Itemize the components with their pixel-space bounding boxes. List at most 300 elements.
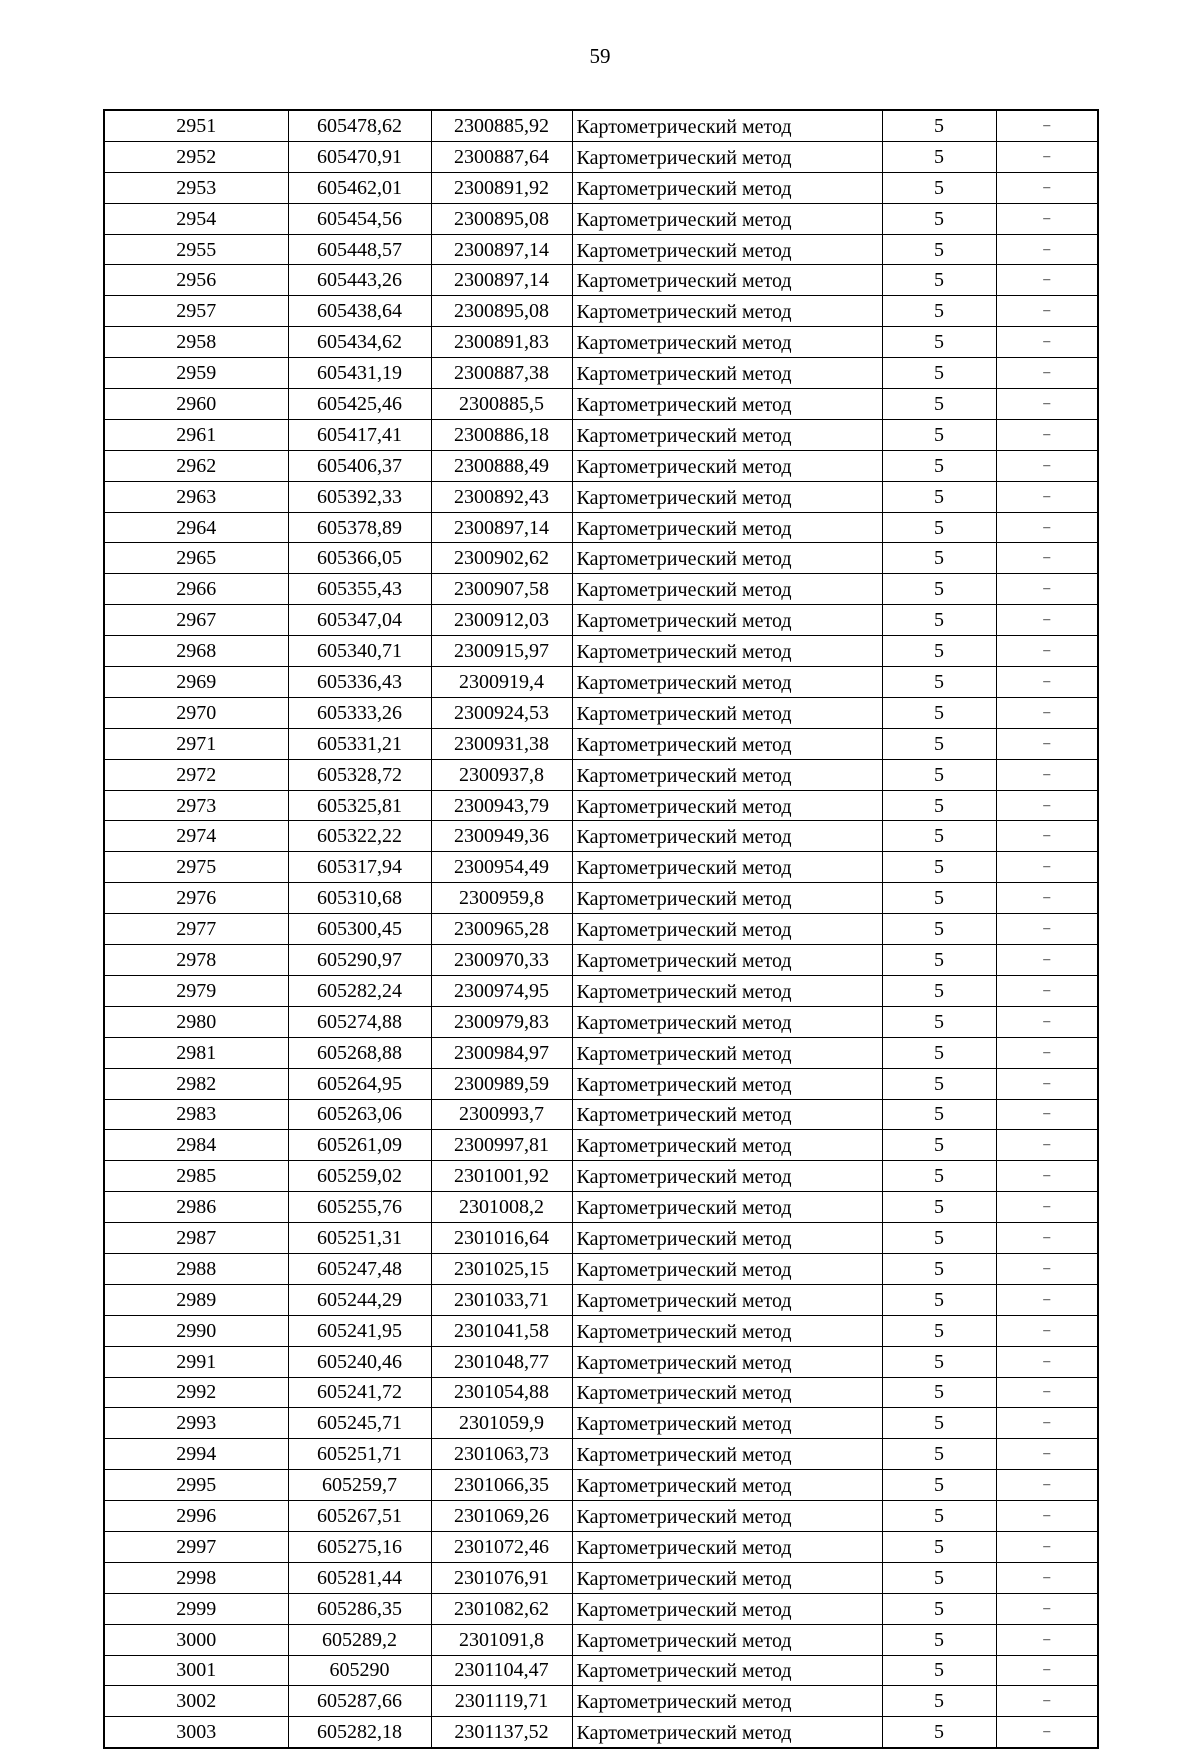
y-coordinate-cell: 2300888,49	[431, 450, 572, 481]
y-coordinate-cell: 2300895,08	[431, 203, 572, 234]
method-cell: Картометрический метод	[572, 1161, 882, 1192]
method-cell: Картометрический метод	[572, 605, 882, 636]
table-row	[104, 945, 1098, 976]
method-cell: Картометрический метод	[572, 172, 882, 203]
x-coordinate-cell: 605340,71	[288, 636, 431, 667]
method-cell: Картометрический метод	[572, 852, 882, 883]
x-coordinate-cell: 605263,06	[288, 1099, 431, 1130]
accuracy-cell: 5	[882, 1346, 996, 1377]
table-row	[104, 234, 1098, 265]
accuracy-cell: 5	[882, 1377, 996, 1408]
x-coordinate-cell: 605274,88	[288, 1006, 431, 1037]
point-number-cell: 2959	[104, 358, 288, 389]
y-coordinate-cell: 2301072,46	[431, 1531, 572, 1562]
y-coordinate-cell: 2301016,64	[431, 1223, 572, 1254]
accuracy-cell: 5	[882, 1439, 996, 1470]
point-number-cell: 2956	[104, 265, 288, 296]
table-row	[104, 1253, 1098, 1284]
accuracy-cell: 5	[882, 1717, 996, 1748]
x-coordinate-cell: 605287,66	[288, 1686, 431, 1717]
note-cell: –	[996, 1655, 1098, 1686]
accuracy-cell: 5	[882, 1284, 996, 1315]
table-row	[104, 1068, 1098, 1099]
note-cell: –	[996, 821, 1098, 852]
table-row	[104, 481, 1098, 512]
y-coordinate-cell: 2301048,77	[431, 1346, 572, 1377]
accuracy-cell: 5	[882, 821, 996, 852]
point-number-cell: 2962	[104, 450, 288, 481]
method-cell: Картометрический метод	[572, 1593, 882, 1624]
method-cell: Картометрический метод	[572, 234, 882, 265]
x-coordinate-cell: 605392,33	[288, 481, 431, 512]
note-cell: –	[996, 203, 1098, 234]
point-number-cell: 2998	[104, 1562, 288, 1593]
x-coordinate-cell: 605290	[288, 1655, 431, 1686]
accuracy-cell: 5	[882, 697, 996, 728]
accuracy-cell: 5	[882, 110, 996, 141]
x-coordinate-cell: 605300,45	[288, 914, 431, 945]
note-cell: –	[996, 1593, 1098, 1624]
note-cell: –	[996, 450, 1098, 481]
y-coordinate-cell: 2300943,79	[431, 790, 572, 821]
x-coordinate-cell: 605333,26	[288, 697, 431, 728]
table-row	[104, 697, 1098, 728]
x-coordinate-cell: 605448,57	[288, 234, 431, 265]
note-cell: –	[996, 1037, 1098, 1068]
method-cell: Картометрический метод	[572, 110, 882, 141]
point-number-cell: 2965	[104, 543, 288, 574]
x-coordinate-cell: 605245,71	[288, 1408, 431, 1439]
x-coordinate-cell: 605406,37	[288, 450, 431, 481]
accuracy-cell: 5	[882, 172, 996, 203]
point-number-cell: 2972	[104, 759, 288, 790]
x-coordinate-cell: 605268,88	[288, 1037, 431, 1068]
point-number-cell: 2964	[104, 512, 288, 543]
point-number-cell: 2982	[104, 1068, 288, 1099]
y-coordinate-cell: 2300912,03	[431, 605, 572, 636]
note-cell: –	[996, 358, 1098, 389]
table-row	[104, 1130, 1098, 1161]
y-coordinate-cell: 2300954,49	[431, 852, 572, 883]
method-cell: Картометрический метод	[572, 1223, 882, 1254]
point-number-cell: 3003	[104, 1717, 288, 1748]
note-cell: –	[996, 172, 1098, 203]
accuracy-cell: 5	[882, 234, 996, 265]
method-cell: Картометрический метод	[572, 759, 882, 790]
note-cell: –	[996, 1470, 1098, 1501]
x-coordinate-cell: 605366,05	[288, 543, 431, 574]
x-coordinate-cell: 605290,97	[288, 945, 431, 976]
point-number-cell: 2978	[104, 945, 288, 976]
note-cell: –	[996, 1006, 1098, 1037]
table-row	[104, 1717, 1098, 1748]
table-row	[104, 1377, 1098, 1408]
method-cell: Картометрический метод	[572, 1284, 882, 1315]
y-coordinate-cell: 2300897,14	[431, 265, 572, 296]
method-cell: Картометрический метод	[572, 1377, 882, 1408]
x-coordinate-cell: 605378,89	[288, 512, 431, 543]
y-coordinate-cell: 2301054,88	[431, 1377, 572, 1408]
x-coordinate-cell: 605331,21	[288, 728, 431, 759]
table-row	[104, 1099, 1098, 1130]
x-coordinate-cell: 605240,46	[288, 1346, 431, 1377]
note-cell: –	[996, 419, 1098, 450]
y-coordinate-cell: 2300965,28	[431, 914, 572, 945]
point-number-cell: 2951	[104, 110, 288, 141]
note-cell: –	[996, 481, 1098, 512]
note-cell: –	[996, 543, 1098, 574]
x-coordinate-cell: 605251,71	[288, 1439, 431, 1470]
x-coordinate-cell: 605443,26	[288, 265, 431, 296]
x-coordinate-cell: 605259,7	[288, 1470, 431, 1501]
table-row	[104, 1593, 1098, 1624]
y-coordinate-cell: 2300886,18	[431, 419, 572, 450]
table-body	[104, 110, 1098, 1748]
method-cell: Картометрический метод	[572, 1470, 882, 1501]
method-cell: Картометрический метод	[572, 883, 882, 914]
table-row	[104, 543, 1098, 574]
point-number-cell: 2983	[104, 1099, 288, 1130]
accuracy-cell: 5	[882, 543, 996, 574]
x-coordinate-cell: 605255,76	[288, 1192, 431, 1223]
y-coordinate-cell: 2300891,92	[431, 172, 572, 203]
method-cell: Картометрический метод	[572, 1253, 882, 1284]
y-coordinate-cell: 2300885,5	[431, 389, 572, 420]
method-cell: Картометрический метод	[572, 1192, 882, 1223]
note-cell: –	[996, 296, 1098, 327]
note-cell: –	[996, 1161, 1098, 1192]
point-number-cell: 2970	[104, 697, 288, 728]
y-coordinate-cell: 2300959,8	[431, 883, 572, 914]
y-coordinate-cell: 2300902,62	[431, 543, 572, 574]
y-coordinate-cell: 2301025,15	[431, 1253, 572, 1284]
accuracy-cell: 5	[882, 389, 996, 420]
accuracy-cell: 5	[882, 728, 996, 759]
table-row	[104, 265, 1098, 296]
x-coordinate-cell: 605322,22	[288, 821, 431, 852]
table-row	[104, 1501, 1098, 1532]
note-cell: –	[996, 327, 1098, 358]
note-cell: –	[996, 1686, 1098, 1717]
y-coordinate-cell: 2301008,2	[431, 1192, 572, 1223]
point-number-cell: 2977	[104, 914, 288, 945]
method-cell: Картометрический метод	[572, 1686, 882, 1717]
y-coordinate-cell: 2300984,97	[431, 1037, 572, 1068]
note-cell: –	[996, 636, 1098, 667]
y-coordinate-cell: 2300924,53	[431, 697, 572, 728]
point-number-cell: 2989	[104, 1284, 288, 1315]
x-coordinate-cell: 605325,81	[288, 790, 431, 821]
point-number-cell: 2963	[104, 481, 288, 512]
method-cell: Картометрический метод	[572, 1501, 882, 1532]
point-number-cell: 2976	[104, 883, 288, 914]
point-number-cell: 2984	[104, 1130, 288, 1161]
method-cell: Картометрический метод	[572, 1006, 882, 1037]
point-number-cell: 2960	[104, 389, 288, 420]
y-coordinate-cell: 2301033,71	[431, 1284, 572, 1315]
note-cell: –	[996, 234, 1098, 265]
method-cell: Картометрический метод	[572, 1068, 882, 1099]
table-row	[104, 759, 1098, 790]
y-coordinate-cell: 2300885,92	[431, 110, 572, 141]
point-number-cell: 2953	[104, 172, 288, 203]
table-row	[104, 728, 1098, 759]
x-coordinate-cell: 605425,46	[288, 389, 431, 420]
table-row	[104, 1315, 1098, 1346]
x-coordinate-cell: 605259,02	[288, 1161, 431, 1192]
method-cell: Картометрический метод	[572, 1346, 882, 1377]
accuracy-cell: 5	[882, 914, 996, 945]
y-coordinate-cell: 2300974,95	[431, 975, 572, 1006]
note-cell: –	[996, 667, 1098, 698]
accuracy-cell: 5	[882, 1068, 996, 1099]
accuracy-cell: 5	[882, 1006, 996, 1037]
accuracy-cell: 5	[882, 1531, 996, 1562]
y-coordinate-cell: 2301066,35	[431, 1470, 572, 1501]
table-row	[104, 975, 1098, 1006]
table-row	[104, 1470, 1098, 1501]
point-number-cell: 2969	[104, 667, 288, 698]
note-cell: –	[996, 1439, 1098, 1470]
table-row	[104, 1346, 1098, 1377]
y-coordinate-cell: 2300919,4	[431, 667, 572, 698]
x-coordinate-cell: 605310,68	[288, 883, 431, 914]
note-cell: –	[996, 1717, 1098, 1748]
x-coordinate-cell: 605282,18	[288, 1717, 431, 1748]
table-row	[104, 512, 1098, 543]
y-coordinate-cell: 2300993,7	[431, 1099, 572, 1130]
accuracy-cell: 5	[882, 1408, 996, 1439]
x-coordinate-cell: 605431,19	[288, 358, 431, 389]
table-row	[104, 203, 1098, 234]
y-coordinate-cell: 2300892,43	[431, 481, 572, 512]
y-coordinate-cell: 2301082,62	[431, 1593, 572, 1624]
note-cell: –	[996, 1099, 1098, 1130]
note-cell: –	[996, 512, 1098, 543]
note-cell: –	[996, 790, 1098, 821]
x-coordinate-cell: 605355,43	[288, 574, 431, 605]
point-number-cell: 3002	[104, 1686, 288, 1717]
method-cell: Картометрический метод	[572, 1315, 882, 1346]
accuracy-cell: 5	[882, 605, 996, 636]
y-coordinate-cell: 2300887,38	[431, 358, 572, 389]
note-cell: –	[996, 1253, 1098, 1284]
point-number-cell: 2980	[104, 1006, 288, 1037]
accuracy-cell: 5	[882, 574, 996, 605]
point-number-cell: 2997	[104, 1531, 288, 1562]
accuracy-cell: 5	[882, 1686, 996, 1717]
method-cell: Картометрический метод	[572, 1439, 882, 1470]
note-cell: –	[996, 914, 1098, 945]
x-coordinate-cell: 605317,94	[288, 852, 431, 883]
accuracy-cell: 5	[882, 1253, 996, 1284]
table-row	[104, 389, 1098, 420]
x-coordinate-cell: 605281,44	[288, 1562, 431, 1593]
point-number-cell: 2985	[104, 1161, 288, 1192]
x-coordinate-cell: 605261,09	[288, 1130, 431, 1161]
point-number-cell: 2994	[104, 1439, 288, 1470]
point-number-cell: 2990	[104, 1315, 288, 1346]
note-cell: –	[996, 728, 1098, 759]
note-cell: –	[996, 389, 1098, 420]
y-coordinate-cell: 2301076,91	[431, 1562, 572, 1593]
table-row	[104, 1562, 1098, 1593]
point-number-cell: 2992	[104, 1377, 288, 1408]
method-cell: Картометрический метод	[572, 481, 882, 512]
note-cell: –	[996, 1531, 1098, 1562]
coordinates-table	[103, 109, 1099, 1749]
accuracy-cell: 5	[882, 141, 996, 172]
point-number-cell: 2955	[104, 234, 288, 265]
method-cell: Картометрический метод	[572, 821, 882, 852]
table-row	[104, 358, 1098, 389]
x-coordinate-cell: 605286,35	[288, 1593, 431, 1624]
accuracy-cell: 5	[882, 358, 996, 389]
y-coordinate-cell: 2300979,83	[431, 1006, 572, 1037]
x-coordinate-cell: 605241,72	[288, 1377, 431, 1408]
note-cell: –	[996, 1284, 1098, 1315]
method-cell: Картометрический метод	[572, 1624, 882, 1655]
point-number-cell: 2971	[104, 728, 288, 759]
method-cell: Картометрический метод	[572, 141, 882, 172]
method-cell: Картометрический метод	[572, 914, 882, 945]
y-coordinate-cell: 2300897,14	[431, 512, 572, 543]
y-coordinate-cell: 2301063,73	[431, 1439, 572, 1470]
note-cell: –	[996, 697, 1098, 728]
point-number-cell: 2973	[104, 790, 288, 821]
x-coordinate-cell: 605267,51	[288, 1501, 431, 1532]
accuracy-cell: 5	[882, 296, 996, 327]
note-cell: –	[996, 852, 1098, 883]
table-row	[104, 1037, 1098, 1068]
accuracy-cell: 5	[882, 1501, 996, 1532]
method-cell: Картометрический метод	[572, 975, 882, 1006]
table-row	[104, 667, 1098, 698]
table-row	[104, 574, 1098, 605]
table-row	[104, 450, 1098, 481]
accuracy-cell: 5	[882, 975, 996, 1006]
method-cell: Картометрический метод	[572, 574, 882, 605]
method-cell: Картометрический метод	[572, 1037, 882, 1068]
page-number: 59	[589, 44, 611, 68]
table-row	[104, 883, 1098, 914]
table-row	[104, 1439, 1098, 1470]
point-number-cell: 2999	[104, 1593, 288, 1624]
accuracy-cell: 5	[882, 1315, 996, 1346]
y-coordinate-cell: 2300895,08	[431, 296, 572, 327]
note-cell: –	[996, 975, 1098, 1006]
x-coordinate-cell: 605336,43	[288, 667, 431, 698]
y-coordinate-cell: 2300891,83	[431, 327, 572, 358]
note-cell: –	[996, 141, 1098, 172]
table-row	[104, 821, 1098, 852]
table-row	[104, 141, 1098, 172]
point-number-cell: 2966	[104, 574, 288, 605]
point-number-cell: 2952	[104, 141, 288, 172]
point-number-cell: 2981	[104, 1037, 288, 1068]
point-number-cell: 2993	[104, 1408, 288, 1439]
accuracy-cell: 5	[882, 636, 996, 667]
table-row	[104, 1686, 1098, 1717]
x-coordinate-cell: 605244,29	[288, 1284, 431, 1315]
method-cell: Картометрический метод	[572, 636, 882, 667]
y-coordinate-cell: 2300989,59	[431, 1068, 572, 1099]
point-number-cell: 2974	[104, 821, 288, 852]
accuracy-cell: 5	[882, 759, 996, 790]
note-cell: –	[996, 1377, 1098, 1408]
point-number-cell: 2958	[104, 327, 288, 358]
accuracy-cell: 5	[882, 419, 996, 450]
note-cell: –	[996, 110, 1098, 141]
table-row	[104, 1223, 1098, 1254]
x-coordinate-cell: 605454,56	[288, 203, 431, 234]
accuracy-cell: 5	[882, 1593, 996, 1624]
accuracy-cell: 5	[882, 1223, 996, 1254]
x-coordinate-cell: 605282,24	[288, 975, 431, 1006]
table-row	[104, 1531, 1098, 1562]
note-cell: –	[996, 1130, 1098, 1161]
note-cell: –	[996, 574, 1098, 605]
x-coordinate-cell: 605478,62	[288, 110, 431, 141]
table-row	[104, 1161, 1098, 1192]
table-row	[104, 1655, 1098, 1686]
point-number-cell: 3001	[104, 1655, 288, 1686]
accuracy-cell: 5	[882, 945, 996, 976]
method-cell: Картометрический метод	[572, 296, 882, 327]
method-cell: Картометрический метод	[572, 1562, 882, 1593]
accuracy-cell: 5	[882, 1130, 996, 1161]
y-coordinate-cell: 2300897,14	[431, 234, 572, 265]
point-number-cell: 2967	[104, 605, 288, 636]
table-row	[104, 852, 1098, 883]
y-coordinate-cell: 2300931,38	[431, 728, 572, 759]
note-cell: –	[996, 1624, 1098, 1655]
note-cell: –	[996, 1562, 1098, 1593]
point-number-cell: 2979	[104, 975, 288, 1006]
note-cell: –	[996, 1223, 1098, 1254]
note-cell: –	[996, 1192, 1098, 1223]
accuracy-cell: 5	[882, 265, 996, 296]
table-row	[104, 296, 1098, 327]
note-cell: –	[996, 883, 1098, 914]
table-row	[104, 1006, 1098, 1037]
method-cell: Картометрический метод	[572, 1717, 882, 1748]
accuracy-cell: 5	[882, 481, 996, 512]
accuracy-cell: 5	[882, 1099, 996, 1130]
y-coordinate-cell: 2301091,8	[431, 1624, 572, 1655]
point-number-cell: 2996	[104, 1501, 288, 1532]
accuracy-cell: 5	[882, 1562, 996, 1593]
x-coordinate-cell: 605328,72	[288, 759, 431, 790]
x-coordinate-cell: 605247,48	[288, 1253, 431, 1284]
point-number-cell: 2986	[104, 1192, 288, 1223]
method-cell: Картометрический метод	[572, 790, 882, 821]
method-cell: Картометрический метод	[572, 1130, 882, 1161]
table-row	[104, 1192, 1098, 1223]
accuracy-cell: 5	[882, 1192, 996, 1223]
method-cell: Картометрический метод	[572, 389, 882, 420]
point-number-cell: 2957	[104, 296, 288, 327]
method-cell: Картометрический метод	[572, 945, 882, 976]
accuracy-cell: 5	[882, 450, 996, 481]
x-coordinate-cell: 605275,16	[288, 1531, 431, 1562]
y-coordinate-cell: 2300997,81	[431, 1130, 572, 1161]
method-cell: Картометрический метод	[572, 697, 882, 728]
accuracy-cell: 5	[882, 327, 996, 358]
method-cell: Картометрический метод	[572, 1531, 882, 1562]
y-coordinate-cell: 2301069,26	[431, 1501, 572, 1532]
method-cell: Картометрический метод	[572, 543, 882, 574]
